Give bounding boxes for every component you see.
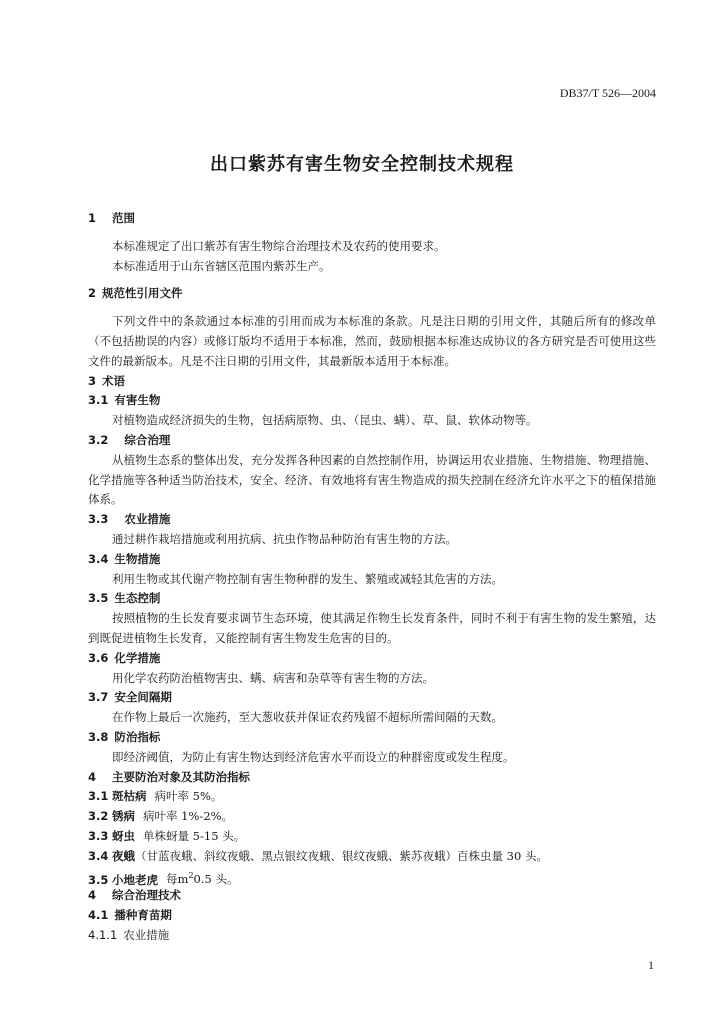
section-2-heading: 2 规范性引用文件	[88, 286, 183, 301]
section-3-heading: 3 术语	[88, 373, 126, 388]
term-3-3-body: 通过耕作栽培措施或利用抗病、抗虫作物品种防治有害生物的方法。	[112, 531, 457, 546]
term-3-4-heading: 3.4 生物措施	[88, 551, 161, 566]
section-2-para: 下列文件中的条款通过本标准的引用而成为本标准的条款。凡是注日期的引用文件，其随后所有的修改单（不包括勘误的内容）或修订版均不适用于本标准，然而，鼓励根据本标准达成协议的各方研究是否可使用这些文件的最新版本。凡是不注日期的引用文件，其最新版本适用于本标准。	[88, 314, 656, 368]
section-1-heading: 1 范围	[88, 211, 136, 225]
term-3-8-heading: 3.8 防治指标	[88, 729, 161, 744]
term-3-4-body: 利用生物或其代谢产物控制有害生物种群的发生、繁殖或减轻其危害的方法。	[112, 571, 503, 586]
pest-item: 3.3 蚜虫 单株蚜量 5-15 头。	[88, 828, 246, 843]
term-3-5-heading: 3.5 生态控制	[88, 591, 161, 606]
pest-item: 3.5 小地老虎 每$m^20.5$ 头。	[88, 871, 239, 887]
term-3-3-heading: 3.3 农业措施	[88, 512, 171, 527]
pest-item: 3.2 锈病 病叶率 1%-2%。	[88, 809, 234, 824]
subsection-4-1-1-heading: 4.1.1 农业措施	[88, 927, 170, 942]
section-4b-heading: 4 综合治理技术	[88, 888, 182, 903]
term-3-2-body: 从植物生态系的整体出发，充分发挥各种因素的自然控制作用，协调运用农业措施、生物措施、物理措施、化学措施等各种适当防治技术，安全、经济、有效地将有害生物造成的损失控制在经济允许水平之下的植保措施体系。	[88, 452, 656, 507]
section-1-para-1: 本标准规定了出口紫苏有害生物综合治理技术及农药的使用要求。	[112, 238, 446, 253]
term-3-7-heading: 3.7 安全间隔期	[88, 690, 172, 705]
section-1-para-2: 本标准适用于山东省辖区范围内紫苏生产。	[112, 258, 331, 273]
term-3-6-heading: 3.6 化学措施	[88, 650, 161, 665]
term-3-7-body: 在作物上最后一次施药，至大葱收获并保证农药残留不超标所需间隔的天数。	[112, 710, 503, 725]
standard-code: DB37/T 526—2004	[559, 86, 656, 100]
term-3-8-body: 即经济阈值，为防止有害生物达到经济危害水平而设立的种群密度或发生程度。	[112, 749, 515, 764]
term-3-2-heading: 3.2 综合治理	[88, 432, 171, 447]
term-3-5-body: 按照植物的生长发育要求调节生态环境，使其满足作物生长发育条件，同时不利于有害生物的发生繁殖，达到既促进植物生长发育，又能控制有害生物发生危害的目的。	[88, 611, 656, 645]
pest-item: 3.1 斑枯病 病叶率 5%。	[88, 789, 223, 804]
term-3-1-heading: 3.1 有害生物	[88, 393, 161, 408]
subsection-4-1-heading: 4.1 播种育苗期	[88, 908, 172, 923]
section-4-heading: 4 主要防治对象及其防治指标	[88, 769, 251, 784]
term-3-6-body: 用化学农药防治植物害虫、螨、病害和杂草等有害生物的方法。	[112, 670, 434, 685]
pest-item: 3.4 夜蛾（甘蓝夜蛾、斜纹夜蛾、黑点银纹夜蛾、银纹夜蛾、紫苏夜蛾）百株虫量 30 头。	[88, 848, 548, 863]
document-body	[88, 209, 656, 946]
term-3-1-body: 对植物造成经济损失的生物，包括病原物、虫、（昆虫、螨）、草、鼠、软体动物等。	[112, 413, 538, 428]
document-title: 出口紫苏有害生物安全控制技术规程	[210, 154, 514, 175]
page-number: 1	[648, 958, 654, 972]
